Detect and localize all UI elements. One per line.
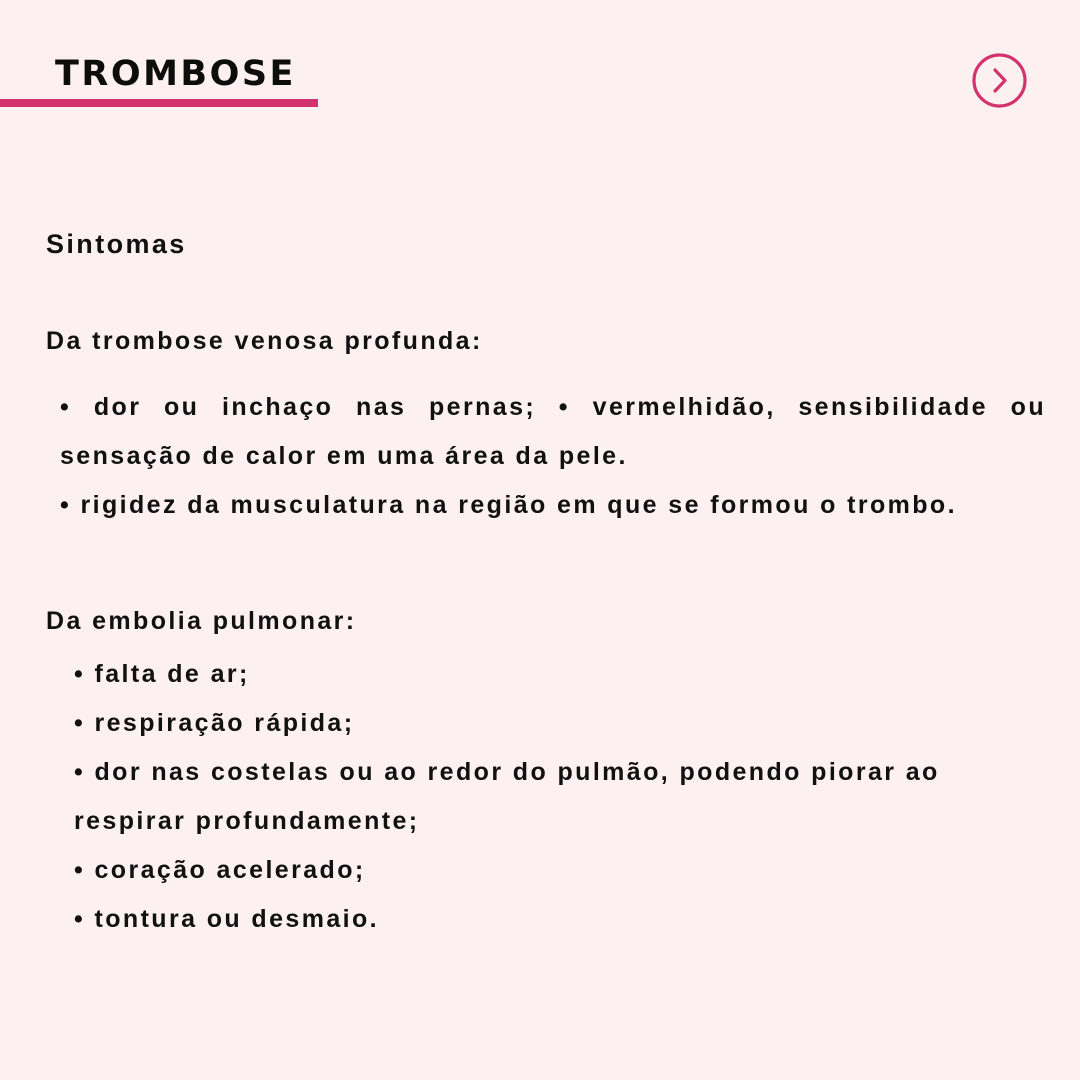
section-heading: Sintomas [46,229,187,259]
list-item: • respiração rápida; [74,709,355,737]
pe-heading: Da embolia pulmonar: [46,607,357,635]
dvt-item: • rigidez da musculatura na região em que se formou o trombo. [60,491,957,519]
title-underline [0,99,318,107]
next-button[interactable] [972,53,1027,108]
pe-symptom-list [74,650,1034,944]
page-title: TROMBOSE [55,54,296,94]
list-item: • tontura ou desmaio. [74,905,380,933]
dvt-symptoms [60,383,1046,530]
dvt-paragraph: • dor ou inchaço nas pernas; • vermelhidão, sensibilidade ou sensação de calor em uma área da pele. [60,393,1046,470]
list-item: • falta de ar; [74,660,250,688]
chevron-right-icon [972,53,1027,108]
list-item: • dor nas costelas ou ao redor do pulmão, podendo piorar ao respirar profundamente; [74,758,940,835]
dvt-heading: Da trombose venosa profunda: [46,327,483,355]
list-item: • coração acelerado; [74,856,366,884]
